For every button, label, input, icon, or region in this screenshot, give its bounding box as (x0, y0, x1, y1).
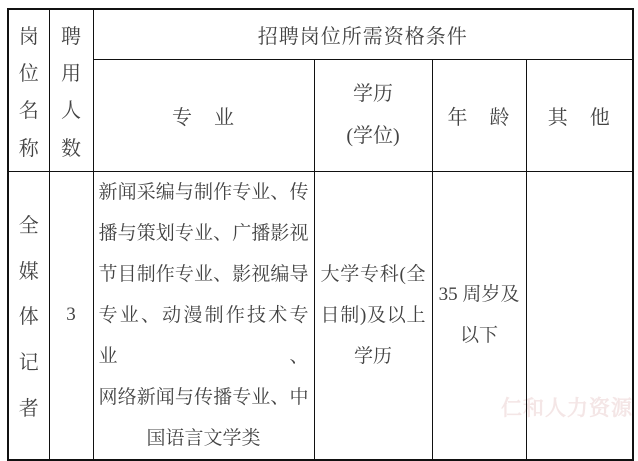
major-line: 播与策划专业、广播影视 (98, 222, 309, 244)
major-line: 专业、动漫制作技术专业、 (98, 304, 309, 367)
header-education-label (315, 73, 432, 157)
header-headcount-cell (49, 9, 93, 171)
header-position-name: 岗 位 名 称 (18, 25, 39, 160)
watermark: 仁和人力资源 (501, 397, 633, 420)
header-qualifications-title: 招聘岗位所需资格条件 (257, 25, 468, 48)
header-major-cell (93, 59, 314, 171)
education-line: 日制)及以上 (320, 304, 426, 326)
header-position-name-cell (8, 9, 49, 171)
education-line: 大学专科(全 (320, 263, 426, 285)
cell-majors (93, 171, 314, 460)
cell-headcount (49, 171, 93, 460)
major-line: 国语言文学类 (146, 427, 261, 449)
header-education-line2: (学位) (346, 125, 400, 147)
header-headcount: 聘 用 人 数 (61, 25, 81, 160)
header-other-cell (526, 59, 633, 171)
position-name-value: 全 媒 体 记 者 (18, 214, 39, 421)
cell-other (526, 171, 633, 460)
header-age-cell (432, 59, 526, 171)
header-other-label: 其 他 (547, 106, 611, 129)
cell-education (314, 171, 432, 460)
table-row (8, 59, 633, 171)
header-major-label: 专 业 (172, 106, 235, 129)
headcount-value: 3 (66, 304, 76, 325)
education-line: 学历 (353, 345, 392, 367)
major-line: 新闻采编与制作专业、传 (98, 181, 309, 203)
age-line: 35 周岁及 (438, 284, 520, 305)
age-line: 以下 (459, 325, 498, 346)
recruitment-table (7, 8, 634, 461)
header-education-line1: 学历 (353, 83, 393, 105)
cell-age (432, 171, 526, 460)
table-row (8, 171, 633, 460)
cell-position-name (8, 171, 49, 460)
table-row (8, 9, 633, 59)
header-education-cell (314, 59, 432, 171)
major-line: 网络新闻与传播专业、中 (98, 386, 309, 408)
header-age-label: 年 龄 (447, 106, 511, 129)
header-qualifications-cell (93, 9, 633, 59)
major-line: 节目制作专业、影视编导 (98, 263, 309, 285)
